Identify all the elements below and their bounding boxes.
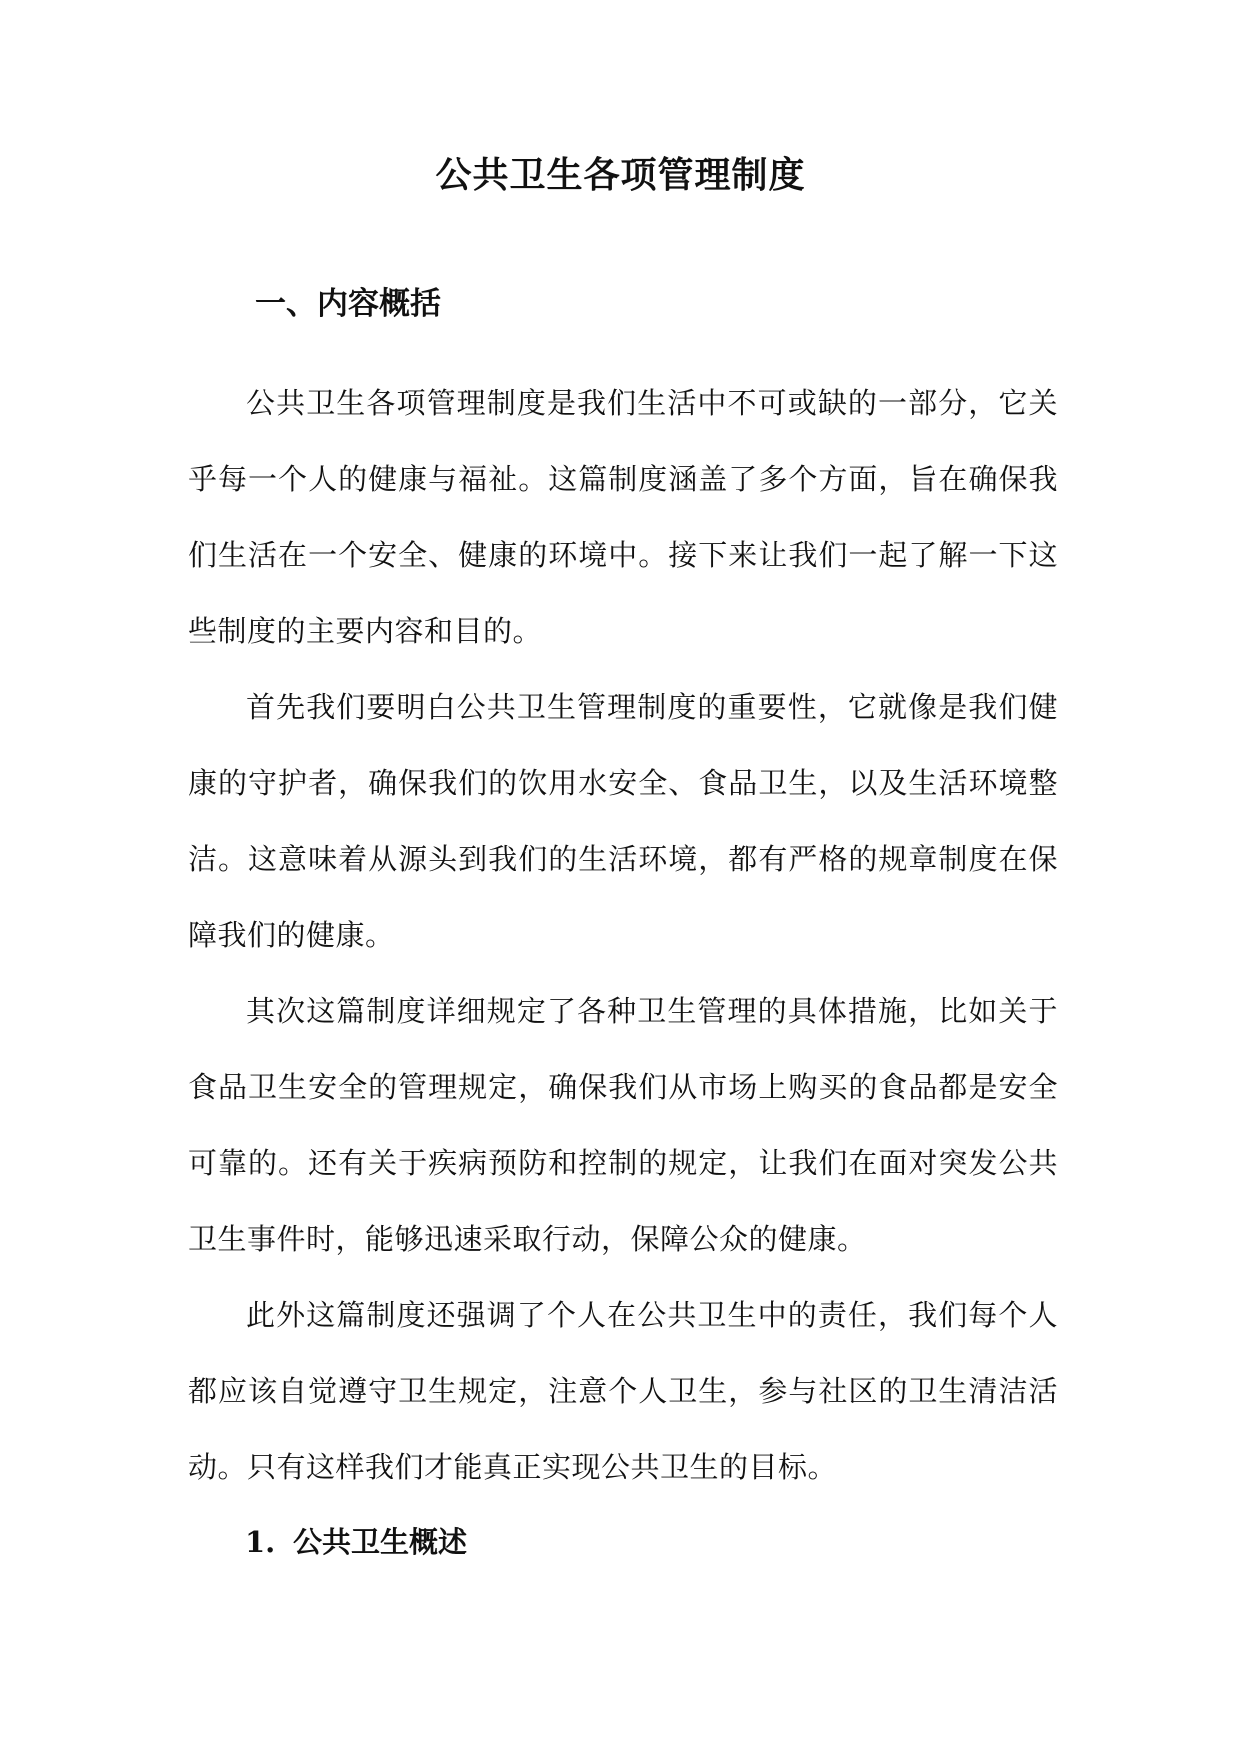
paragraph: 公共卫生各项管理制度是我们生活中不可或缺的一部分，它关乎每一个人的健康与福祉。这篇制度涵盖了多个方面，旨在确保我们生活在一个安全、健康的环境中。接下来让我们一起了解一下这些制度的主要内容和目的。 xyxy=(188,386,1058,648)
paragraph: 首先我们要明白公共卫生管理制度的重要性，它就像是我们健康的守护者，确保我们的饮用水安全、食品卫生，以及生活环境整洁。这意味着从源头到我们的生活环境，都有严格的规章制度在保障我们的健康。 xyxy=(188,690,1058,952)
subsection-number: 1. xyxy=(245,1525,276,1559)
paragraph: 其次这篇制度详细规定了各种卫生管理的具体措施，比如关于食品卫生安全的管理规定，确保我们从市场上购买的食品都是安全可靠的。还有关于疾病预防和控制的规定，让我们在面对突发公共卫生事件时，能够迅速采取行动，保障公众的健康。 xyxy=(188,994,1058,1256)
subsection-label: 公共卫生概述 xyxy=(293,1525,468,1559)
document-title: 公共卫生各项管理制度 xyxy=(435,154,806,196)
paragraph: 此外这篇制度还强调了个人在公共卫生中的责任，我们每个人都应该自觉遵守卫生规定，注意个人卫生，参与社区的卫生清洁活动。只有这样我们才能真正实现公共卫生的目标。 xyxy=(188,1298,1058,1484)
document-body xyxy=(188,365,1058,1505)
subsection-heading xyxy=(245,1520,467,1564)
section-heading: 一、内容概括 xyxy=(255,286,441,322)
